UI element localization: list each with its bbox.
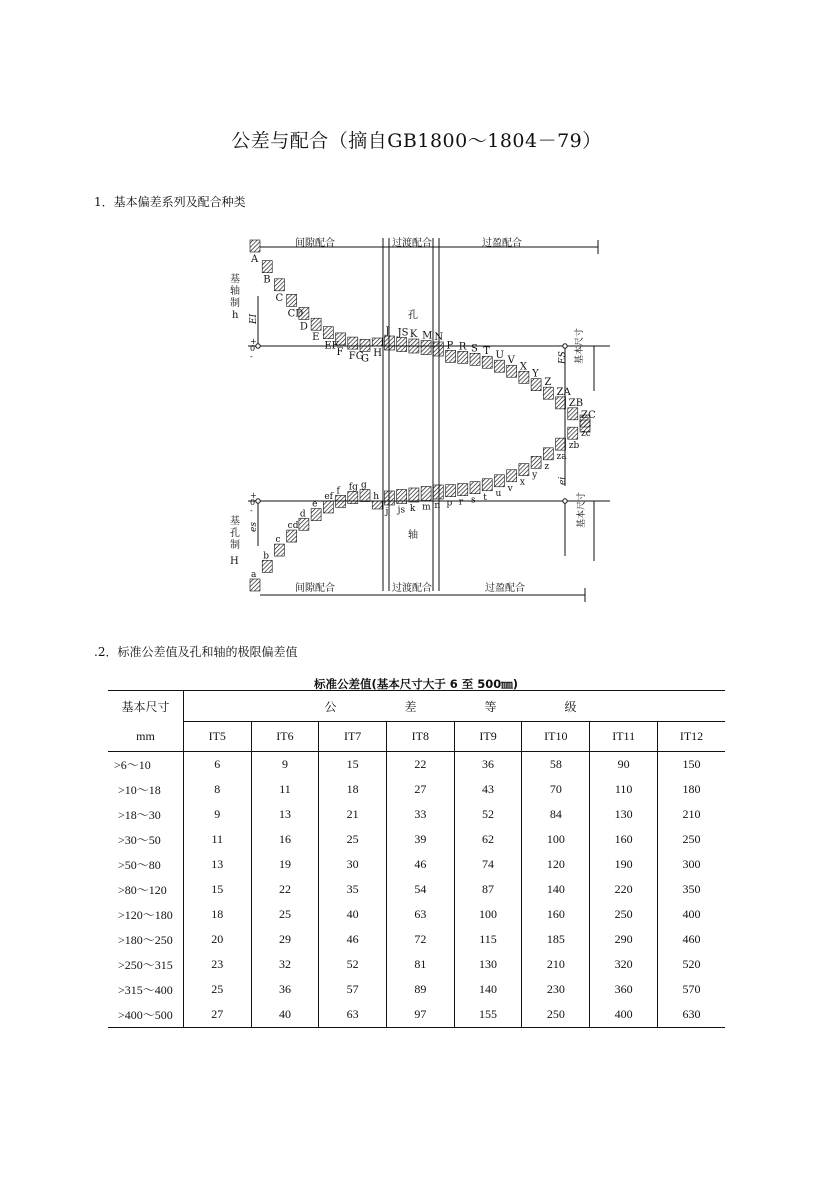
value-cell: 400 — [682, 907, 701, 921]
size-cell: >30～50 — [108, 827, 183, 852]
grade-header: 公差等级 — [183, 691, 725, 722]
hole-letter: K — [409, 329, 418, 340]
value-cell: 58 — [522, 752, 590, 778]
value-cell: 63 — [319, 1002, 387, 1028]
shaft-letter: ef — [324, 491, 334, 502]
value-cell: 90 — [590, 752, 658, 778]
hole-letter: P — [446, 340, 454, 352]
value-cell: 570 — [682, 982, 701, 996]
zero-lower: 0 — [250, 498, 256, 507]
value-cell: 36 — [251, 977, 319, 1002]
value-cell: 140 — [522, 877, 590, 902]
shaft-zone — [531, 456, 541, 468]
shaft-zone — [250, 579, 260, 591]
shaft-zone — [568, 427, 578, 439]
size-cell: >400～500 — [108, 1002, 183, 1028]
shaft-zone — [311, 509, 321, 521]
value-cell: 120 — [522, 852, 590, 877]
shaft-zone — [262, 560, 272, 572]
value-cell: 29 — [251, 927, 319, 952]
plus-lower: + — [250, 491, 257, 500]
shaft-letter: g — [361, 480, 367, 491]
table-row — [108, 852, 725, 877]
basic-size-upper: 基本尺寸 — [575, 327, 585, 364]
hole-zone — [458, 351, 468, 363]
value-cell: 72 — [387, 927, 455, 952]
value-cell: 160 — [590, 827, 658, 852]
size-cell: >180～250 — [108, 927, 183, 952]
value-cell: 27 — [183, 1002, 251, 1028]
value-cell: 13 — [251, 802, 319, 827]
shaft-word: 轴 — [408, 530, 418, 541]
shaft-letter: c — [275, 535, 281, 546]
hole-letter: J — [385, 326, 390, 337]
grade-it11: IT11 — [590, 722, 658, 752]
shaft-zone — [470, 482, 480, 494]
value-cell: 350 — [682, 882, 701, 896]
grade-it8: IT8 — [387, 722, 455, 752]
hole-letter: B — [263, 274, 271, 286]
value-cell: 81 — [387, 952, 455, 977]
value-cell: 210 — [682, 807, 701, 821]
table-row — [108, 927, 725, 952]
value-cell: 130 — [590, 802, 658, 827]
value-cell: 230 — [522, 977, 590, 1002]
value-cell: 57 — [319, 977, 387, 1002]
zero-upper: 0 — [250, 344, 256, 353]
shaft-letter: k — [409, 504, 416, 514]
value-cell: 32 — [251, 952, 319, 977]
value-cell: 320 — [590, 952, 658, 977]
value-cell: 13 — [183, 852, 251, 877]
shaft-letter: u — [495, 488, 502, 499]
table-header-row-2 — [108, 722, 725, 752]
value-cell: 110 — [590, 777, 658, 802]
size-cell: >6～10 — [108, 752, 183, 778]
label-interference-top: 过盈配合 — [482, 238, 522, 249]
value-cell: 360 — [590, 977, 658, 1002]
hole-zone — [360, 339, 370, 351]
hole-letter: G — [361, 353, 369, 365]
shaft-zone — [519, 464, 529, 476]
grade-it12: IT12 — [658, 722, 725, 752]
shaft-letter: m — [422, 502, 431, 513]
table-row — [108, 1002, 725, 1028]
hole-zone — [323, 327, 333, 339]
minus-lower: - — [250, 506, 253, 515]
hole-letter: A — [251, 254, 259, 265]
hole-zone — [519, 371, 529, 383]
value-cell: 115 — [454, 927, 522, 952]
hole-zone — [568, 408, 578, 420]
value-cell: 74 — [454, 852, 522, 877]
value-cell: 62 — [454, 827, 522, 852]
shaft-letter: js — [397, 505, 406, 516]
side-label-8: H — [230, 556, 239, 567]
shaft-zone — [348, 492, 358, 504]
shaft-letter: a — [251, 570, 257, 580]
shaft-zone — [458, 484, 468, 496]
value-cell: 23 — [183, 952, 251, 977]
unit-header: mm — [108, 722, 183, 752]
value-cell: 100 — [454, 902, 522, 927]
shaft-zone — [323, 501, 333, 513]
hole-letter: CD — [287, 308, 304, 320]
hole-zone — [470, 353, 480, 365]
value-cell: 63 — [387, 902, 455, 927]
hole-zone — [372, 338, 382, 346]
value-cell: 89 — [387, 977, 455, 1002]
value-cell: 140 — [454, 977, 522, 1002]
shaft-zone — [543, 448, 553, 460]
size-cell: >250～315 — [108, 952, 183, 977]
value-cell: 39 — [387, 827, 455, 852]
hole-letter: X — [519, 361, 528, 373]
table-row — [108, 902, 725, 927]
page-title: 公差与配合（摘自GB1800～1804－79） — [231, 130, 602, 152]
label-clearance-top: 间隙配合 — [295, 238, 335, 249]
table-row — [108, 827, 725, 852]
size-header: 基本尺寸 — [108, 691, 183, 722]
value-cell: 20 — [183, 927, 251, 952]
shaft-letter: x — [519, 477, 525, 488]
hole-zone — [494, 360, 504, 372]
value-cell: 40 — [251, 1002, 319, 1028]
shaft-letter: p — [446, 498, 453, 509]
shaft-letter: b — [263, 551, 269, 562]
hole-zone — [262, 261, 272, 273]
shaft-zone — [433, 485, 443, 499]
value-cell: 155 — [454, 1002, 522, 1028]
value-cell: 33 — [387, 802, 455, 827]
hole-letter: F — [336, 346, 344, 358]
side-label-4: h — [232, 310, 239, 321]
value-cell: 54 — [387, 877, 455, 902]
value-cell: 19 — [251, 852, 319, 877]
value-cell: 130 — [454, 952, 522, 977]
table-header-row-1 — [108, 691, 725, 722]
value-cell: 15 — [183, 877, 251, 902]
hole-letter: V — [507, 355, 515, 367]
side-label-5: 基 — [230, 516, 240, 527]
fundamental-deviation-diagram — [220, 226, 620, 611]
es-label: es — [249, 522, 259, 532]
value-cell: 18 — [183, 902, 251, 927]
value-cell: 25 — [183, 977, 251, 1002]
hole-zone — [556, 397, 566, 409]
shaft-letter: y — [532, 470, 538, 481]
hole-letter: ZC — [581, 410, 596, 421]
hole-word: 孔 — [408, 310, 418, 321]
size-cell: >315～400 — [108, 977, 183, 1002]
minus-upper: - — [250, 352, 253, 361]
hole-letter: FG — [348, 351, 364, 363]
value-cell: 630 — [658, 1002, 725, 1028]
value-cell: 220 — [590, 877, 658, 902]
shaft-letter: h — [373, 492, 380, 502]
shaft-zone — [287, 530, 297, 542]
grade-it7: IT7 — [319, 722, 387, 752]
shaft-zone — [397, 490, 407, 504]
hole-zone — [397, 338, 407, 352]
label-transition-top: 过渡配合 — [392, 238, 432, 249]
shaft-letter: v — [507, 483, 513, 494]
tolerance-table — [108, 690, 725, 1028]
value-cell: 84 — [522, 802, 590, 827]
side-label-3: 制 — [230, 298, 240, 309]
shaft-letter: cd — [287, 521, 299, 532]
hole-zone — [287, 294, 297, 306]
value-cell: 52 — [454, 802, 522, 827]
value-cell: 250 — [682, 832, 701, 846]
hole-letter: T — [483, 346, 490, 358]
value-cell: 185 — [522, 927, 590, 952]
side-label-6: 孔 — [230, 528, 240, 539]
hole-letter: ZA — [556, 386, 571, 398]
hole-letter: Z — [544, 377, 552, 389]
value-cell: 300 — [682, 857, 701, 871]
hole-letter: JS — [397, 327, 409, 339]
value-cell: 15 — [319, 752, 387, 778]
value-cell: 180 — [682, 782, 701, 796]
hole-letter: ZB — [568, 397, 584, 409]
shaft-zone — [336, 495, 346, 507]
hole-letter: U — [495, 350, 504, 362]
value-cell: 520 — [682, 957, 701, 971]
hole-letter: EF — [324, 340, 339, 352]
value-cell: 25 — [319, 827, 387, 852]
value-cell: 46 — [387, 852, 455, 877]
table-row — [108, 752, 725, 778]
hole-letter: M — [422, 330, 433, 342]
value-cell: 150 — [682, 757, 701, 771]
hole-zone — [384, 336, 394, 350]
value-cell: 18 — [319, 777, 387, 802]
hole-zone — [274, 279, 284, 291]
hole-zone — [446, 350, 456, 362]
hole-zone — [311, 318, 321, 330]
value-cell: 46 — [319, 927, 387, 952]
hole-letter: R — [458, 341, 467, 353]
value-cell: 460 — [682, 932, 701, 946]
hole-zone — [250, 240, 260, 252]
size-cell: >120～180 — [108, 902, 183, 927]
hole-zone — [482, 356, 492, 368]
value-cell: 250 — [590, 902, 658, 927]
hole-letter: S — [471, 343, 478, 355]
label-clearance-bottom: 间隙配合 — [295, 583, 335, 594]
value-cell: 100 — [522, 827, 590, 852]
value-cell: 6 — [183, 752, 251, 778]
value-cell: 160 — [522, 902, 590, 927]
hole-letter: N — [434, 332, 444, 343]
shaft-zone — [299, 518, 309, 530]
value-cell: 40 — [319, 902, 387, 927]
value-cell: 30 — [319, 852, 387, 877]
value-cell: 11 — [183, 827, 251, 852]
hole-zone — [507, 365, 517, 377]
hole-letter: Y — [532, 368, 539, 380]
shaft-letter: zb — [568, 441, 580, 452]
grade-it5: IT5 — [183, 722, 251, 752]
value-cell: 97 — [387, 1002, 455, 1028]
value-cell: 25 — [251, 902, 319, 927]
label-transition-bottom: 过渡配合 — [392, 583, 432, 594]
shaft-zone — [494, 475, 504, 487]
hole-zone — [421, 341, 431, 355]
shaft-zone — [421, 487, 431, 501]
shaft-zone — [446, 485, 456, 497]
label-interference-bottom: 过盈配合 — [485, 583, 525, 594]
shaft-zone — [507, 470, 517, 482]
value-cell: 21 — [319, 802, 387, 827]
shaft-letter: n — [434, 501, 441, 511]
value-cell: 22 — [251, 877, 319, 902]
EI-label: EI — [249, 313, 259, 324]
hole-letter: H — [373, 348, 382, 359]
section-heading-tolerance: .2．标准公差值及孔和轴的极限偏差值 — [94, 645, 298, 659]
shaft-letter: d — [299, 509, 306, 520]
shaft-letter: za — [556, 452, 567, 463]
value-cell: 400 — [590, 1002, 658, 1028]
hole-letter: C — [275, 292, 284, 304]
shaft-letter: r — [458, 497, 464, 508]
plus-upper: + — [250, 337, 257, 346]
value-cell: 22 — [387, 752, 455, 778]
shaft-zone — [556, 438, 566, 450]
shaft-zone — [274, 544, 284, 556]
size-cell: >80～120 — [108, 877, 183, 902]
shaft-letter: s — [471, 495, 476, 506]
value-cell: 290 — [590, 927, 658, 952]
hole-zone — [409, 339, 419, 353]
table-row — [108, 877, 725, 902]
hole-letter: E — [312, 332, 320, 344]
shaft-zone — [384, 491, 394, 505]
value-cell: 9 — [251, 752, 319, 778]
size-cell: >50～80 — [108, 852, 183, 877]
shaft-zone — [482, 479, 492, 491]
ei-label: ei — [558, 476, 568, 485]
shaft-letter: j — [385, 507, 389, 517]
value-cell: 36 — [454, 752, 522, 778]
size-cell: >10～18 — [108, 777, 183, 802]
shaft-letter: e — [312, 499, 318, 510]
basic-size-lower: 基本尺寸 — [577, 491, 587, 528]
grade-it10: IT10 — [522, 722, 590, 752]
value-cell: 9 — [183, 802, 251, 827]
shaft-letter: fg — [348, 482, 358, 493]
hole-zone — [531, 379, 541, 391]
value-cell: 11 — [251, 777, 319, 802]
shaft-letter: zc — [581, 429, 591, 439]
value-cell: 70 — [522, 777, 590, 802]
table-row — [108, 977, 725, 1002]
hole-letter: D — [299, 321, 308, 333]
ES-label: ES — [558, 351, 568, 364]
value-cell: 43 — [454, 777, 522, 802]
value-cell: 8 — [183, 777, 251, 802]
shaft-letter: f — [336, 486, 340, 497]
table-row — [108, 802, 725, 827]
hole-zone — [348, 337, 358, 349]
hole-zone — [433, 342, 443, 356]
shaft-letter: z — [544, 461, 550, 472]
value-cell: 87 — [454, 877, 522, 902]
value-cell: 52 — [319, 952, 387, 977]
grade-it6: IT6 — [251, 722, 319, 752]
grade-it9: IT9 — [454, 722, 522, 752]
table-row — [108, 952, 725, 977]
value-cell: 210 — [522, 952, 590, 977]
section-heading-deviations: 1．基本偏差系列及配合种类 — [94, 195, 246, 209]
side-label-7: 制 — [230, 540, 240, 551]
side-label-1: 基 — [230, 274, 240, 285]
value-cell: 250 — [522, 1002, 590, 1028]
value-cell: 27 — [387, 777, 455, 802]
shaft-zone — [360, 490, 370, 502]
value-cell: 190 — [590, 852, 658, 877]
shaft-zone — [372, 501, 382, 509]
table-caption: 标准公差值(基本尺寸大于 6 至 500㎜) — [313, 677, 519, 691]
table-row — [108, 777, 725, 802]
value-cell: 35 — [319, 877, 387, 902]
shaft-zone — [409, 488, 419, 502]
size-cell: >18～30 — [108, 802, 183, 827]
shaft-letter: t — [483, 492, 487, 503]
hole-zone — [543, 387, 553, 399]
value-cell: 16 — [251, 827, 319, 852]
side-label-2: 轴 — [230, 286, 240, 297]
